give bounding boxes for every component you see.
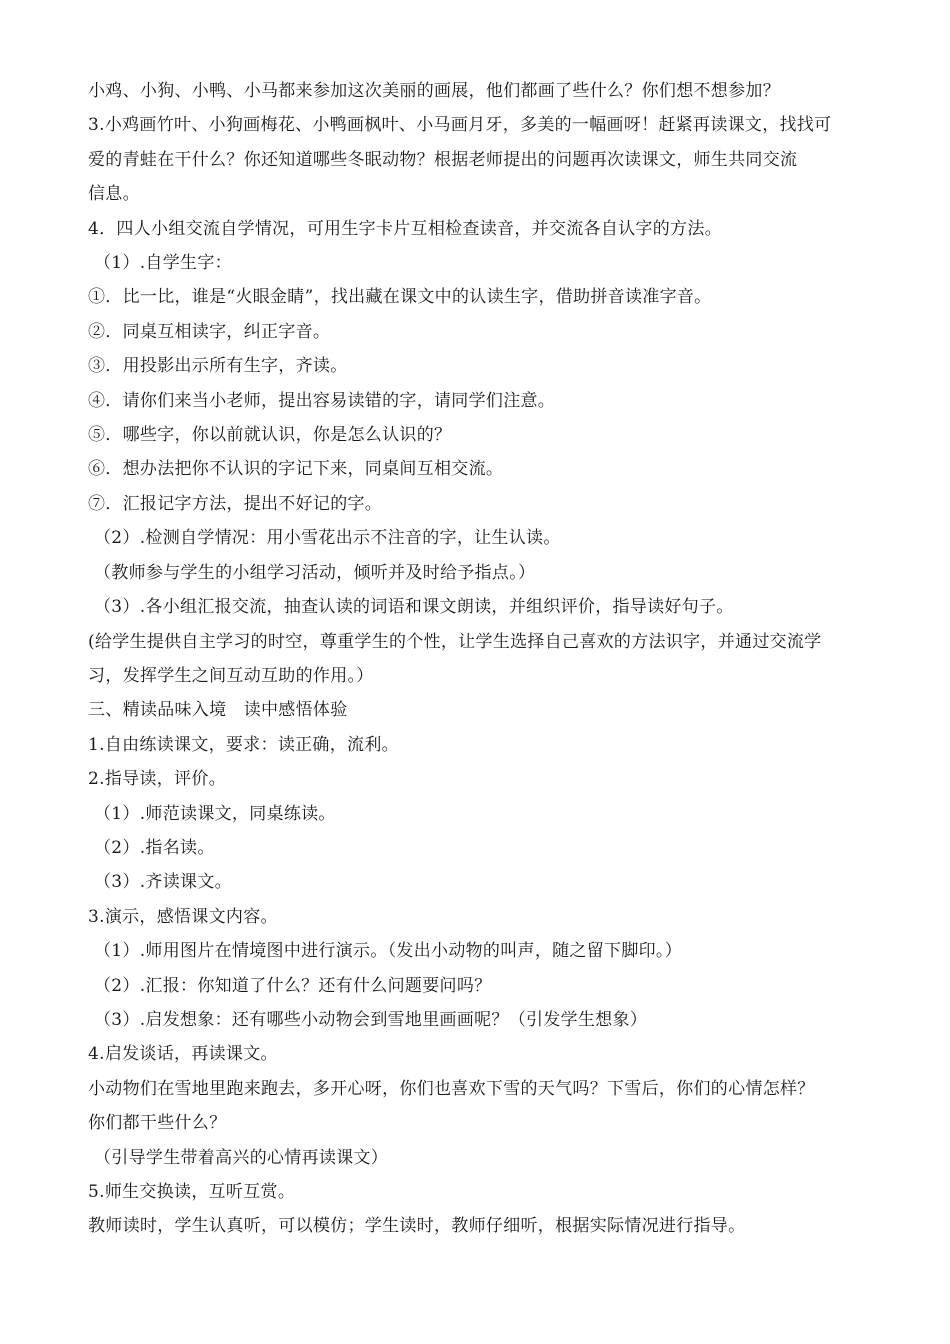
list-item: （2）.指名读。: [94, 837, 215, 858]
paragraph-line: 爱的青蛙在干什么？你还知道哪些冬眠动物？根据老师提出的问题再次读课文，师生共同交流: [88, 149, 798, 170]
paragraph-line: 习，发挥学生之间互动互助的作用。）: [88, 665, 374, 686]
paragraph-line: 教师读时，学生认真听，可以模仿；学生读时，教师仔细听，根据实际情况进行指导。: [88, 1216, 746, 1237]
subheading-line: （1）.自学生字：: [94, 253, 232, 274]
paragraph-line: 3.演示，感悟课文内容。: [88, 906, 278, 927]
list-item: （3）.启发想象：还有哪些小动物会到雪地里画画呢？（引发学生想象）: [94, 1009, 648, 1030]
paragraph-line: 小鸡、小狗、小鸭、小马都来参加这次美丽的画展，他们都画了些什么？你们想不想参加？: [88, 81, 780, 101]
list-item: ①．比一比，谁是“火眼金睛”，找出藏在课文中的认读生字，借助拼音读准字音。: [88, 287, 712, 308]
list-item: ④．请你们来当小老师，提出容易读错的字，请同学们注意。: [88, 390, 556, 411]
list-item: （1）.师用图片在情境图中进行演示。（发出小动物的叫声，随之留下脚印。）: [94, 941, 683, 962]
paragraph-line: (给学生提供自主学习的时空，尊重学生的个性，让学生选择自己喜欢的方法识字，并通过交流学: [88, 631, 822, 652]
list-item: ⑦．汇报记字方法，提出不好记的字。: [88, 493, 383, 514]
list-item: （2）.汇报：你知道了什么？还有什么问题要问吗？: [94, 975, 492, 996]
list-item: ③．用投影出示所有生字，齐读。: [88, 356, 348, 377]
paragraph-line: 5.师生交换读，互听互赏。: [88, 1182, 296, 1202]
subheading-line: （2）.检测自学情况：用小雪花出示不注音的字，让生认读。: [94, 528, 561, 549]
document-page: [88, 74, 888, 1244]
paragraph-line: 4．四人小组交流自学情况，可用生字卡片互相检查读音，并交流各自认字的方法。: [88, 218, 722, 239]
paragraph-line: 你们都干些什么？: [88, 1113, 227, 1134]
list-item: ⑤．哪些字，你以前就认识，你是怎么认识的？: [88, 425, 452, 446]
paragraph-line: 2.指导读，评价。: [88, 769, 226, 790]
paragraph-line: 小动物们在雪地里跑来跑去，多开心呀，你们也喜欢下雪的天气吗？下雪后，你们的心情怎样？: [88, 1078, 815, 1099]
paragraph-line: （教师参与学生的小组学习活动，倾听并及时给予指点。）: [94, 562, 536, 583]
list-item: ⑥．想办法把你不认识的字记下来，同桌间互相交流。: [88, 459, 504, 480]
list-item: （3）.齐读课文。: [94, 872, 232, 893]
section-heading: 三、精读品味入境 读中感悟体验: [88, 700, 348, 721]
list-item: ②．同桌互相读字，纠正字音。: [88, 321, 331, 342]
paragraph-line: 4.启发谈话，再读课文。: [88, 1044, 278, 1065]
subheading-line: （3）.各小组汇报交流，抽查认读的词语和课文朗读，并组织评价，指导读好句子。: [94, 597, 734, 618]
list-item: （1）.师范读课文，同桌练读。: [94, 803, 336, 824]
paragraph-line: （引导学生带着高兴的心情再读课文）: [94, 1147, 389, 1168]
paragraph-line: 1.自由练读课文，要求：读正确，流利。: [88, 734, 399, 755]
paragraph-line: 3.小鸡画竹叶、小狗画梅花、小鸭画枫叶、小马画月牙，多美的一幅画呀！赶紧再读课文，找找可: [88, 115, 832, 136]
paragraph-line: 信息。: [88, 184, 140, 205]
